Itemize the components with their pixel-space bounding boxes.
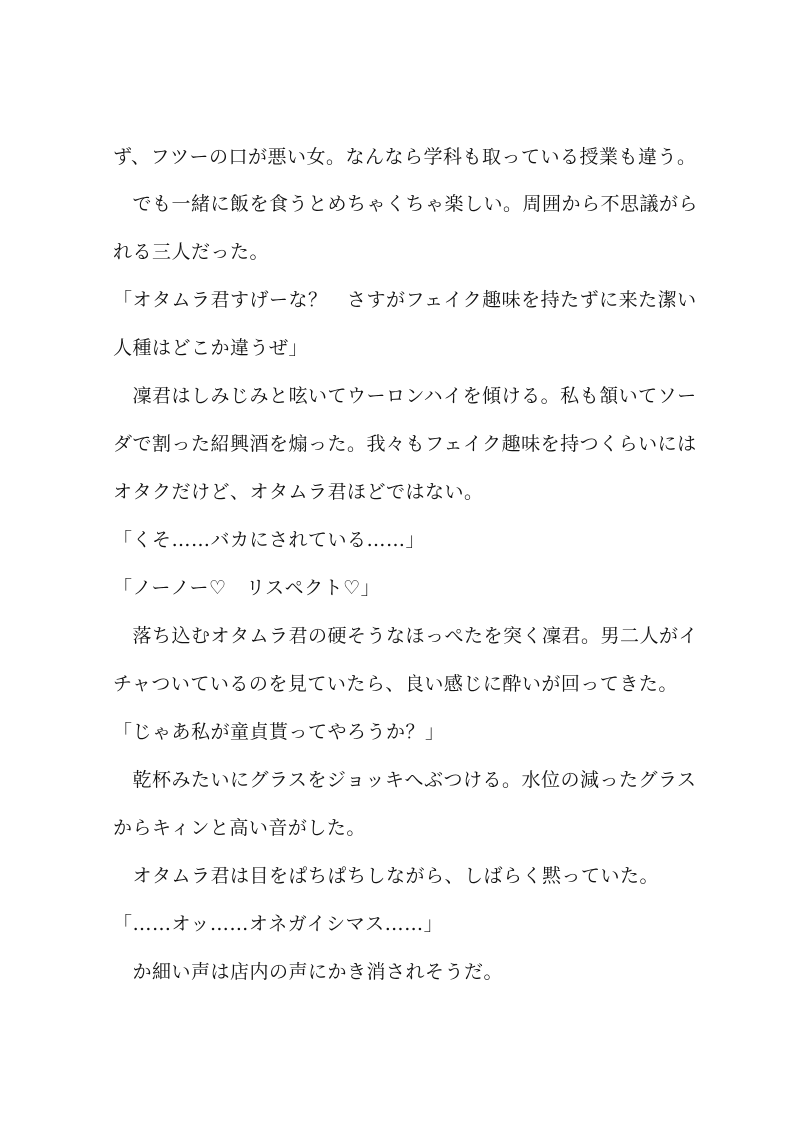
text-line-3: れる三人だった。 bbox=[113, 241, 270, 263]
text-line-15: からキィンと高い音がした。 bbox=[113, 817, 366, 839]
text-line-14: 乾杯みたいにグラスをジョッキへぶつける。水位の減ったグラス bbox=[113, 769, 697, 791]
text-line-6: 凜君はしみじみと呟いてウーロンハイを傾ける。私も頷いてソー bbox=[113, 385, 697, 407]
text-line-9: 「くそ……バカにされている……」 bbox=[113, 529, 426, 551]
text-line-12: チャついているのを見ていたら、良い感じに酔いが回ってきた。 bbox=[113, 673, 678, 695]
text-line-8: オタクだけど、オタムラ君ほどではない。 bbox=[113, 481, 484, 503]
text-line-4: 「オタムラ君すげーな？ さすがフェイク趣味を持たずに来た潔い bbox=[113, 289, 697, 311]
text-line-16: オタムラ君は目をぱちぱちしながら、しばらく黙っていた。 bbox=[113, 865, 660, 887]
text-line-2: でも一緒に飯を食うとめちゃくちゃ楽しい。周囲から不思議がら bbox=[113, 193, 699, 215]
text-line-13: 「じゃあ私が童貞貰ってやろうか？」 bbox=[113, 721, 445, 743]
text-line-18: か細い声は店内の声にかき消されそうだ。 bbox=[113, 961, 504, 983]
text-line-5: 人種はどこか違うぜ」 bbox=[113, 337, 309, 359]
text-line-11: 落ち込むオタムラ君の硬そうなほっぺたを突く凜君。男二人がイ bbox=[113, 625, 699, 647]
text-line-17: 「……オッ……オネガイシマス……」 bbox=[113, 913, 444, 935]
text-line-7: ダで割った紹興酒を煽った。我々もフェイク趣味を持つくらいには bbox=[113, 433, 697, 455]
text-line-10: 「ノーノー♡ リスペクト♡」 bbox=[113, 577, 381, 599]
text-line-1: ず、フツーの口が悪い女。なんなら学科も取っている授業も違う。 bbox=[113, 146, 697, 168]
